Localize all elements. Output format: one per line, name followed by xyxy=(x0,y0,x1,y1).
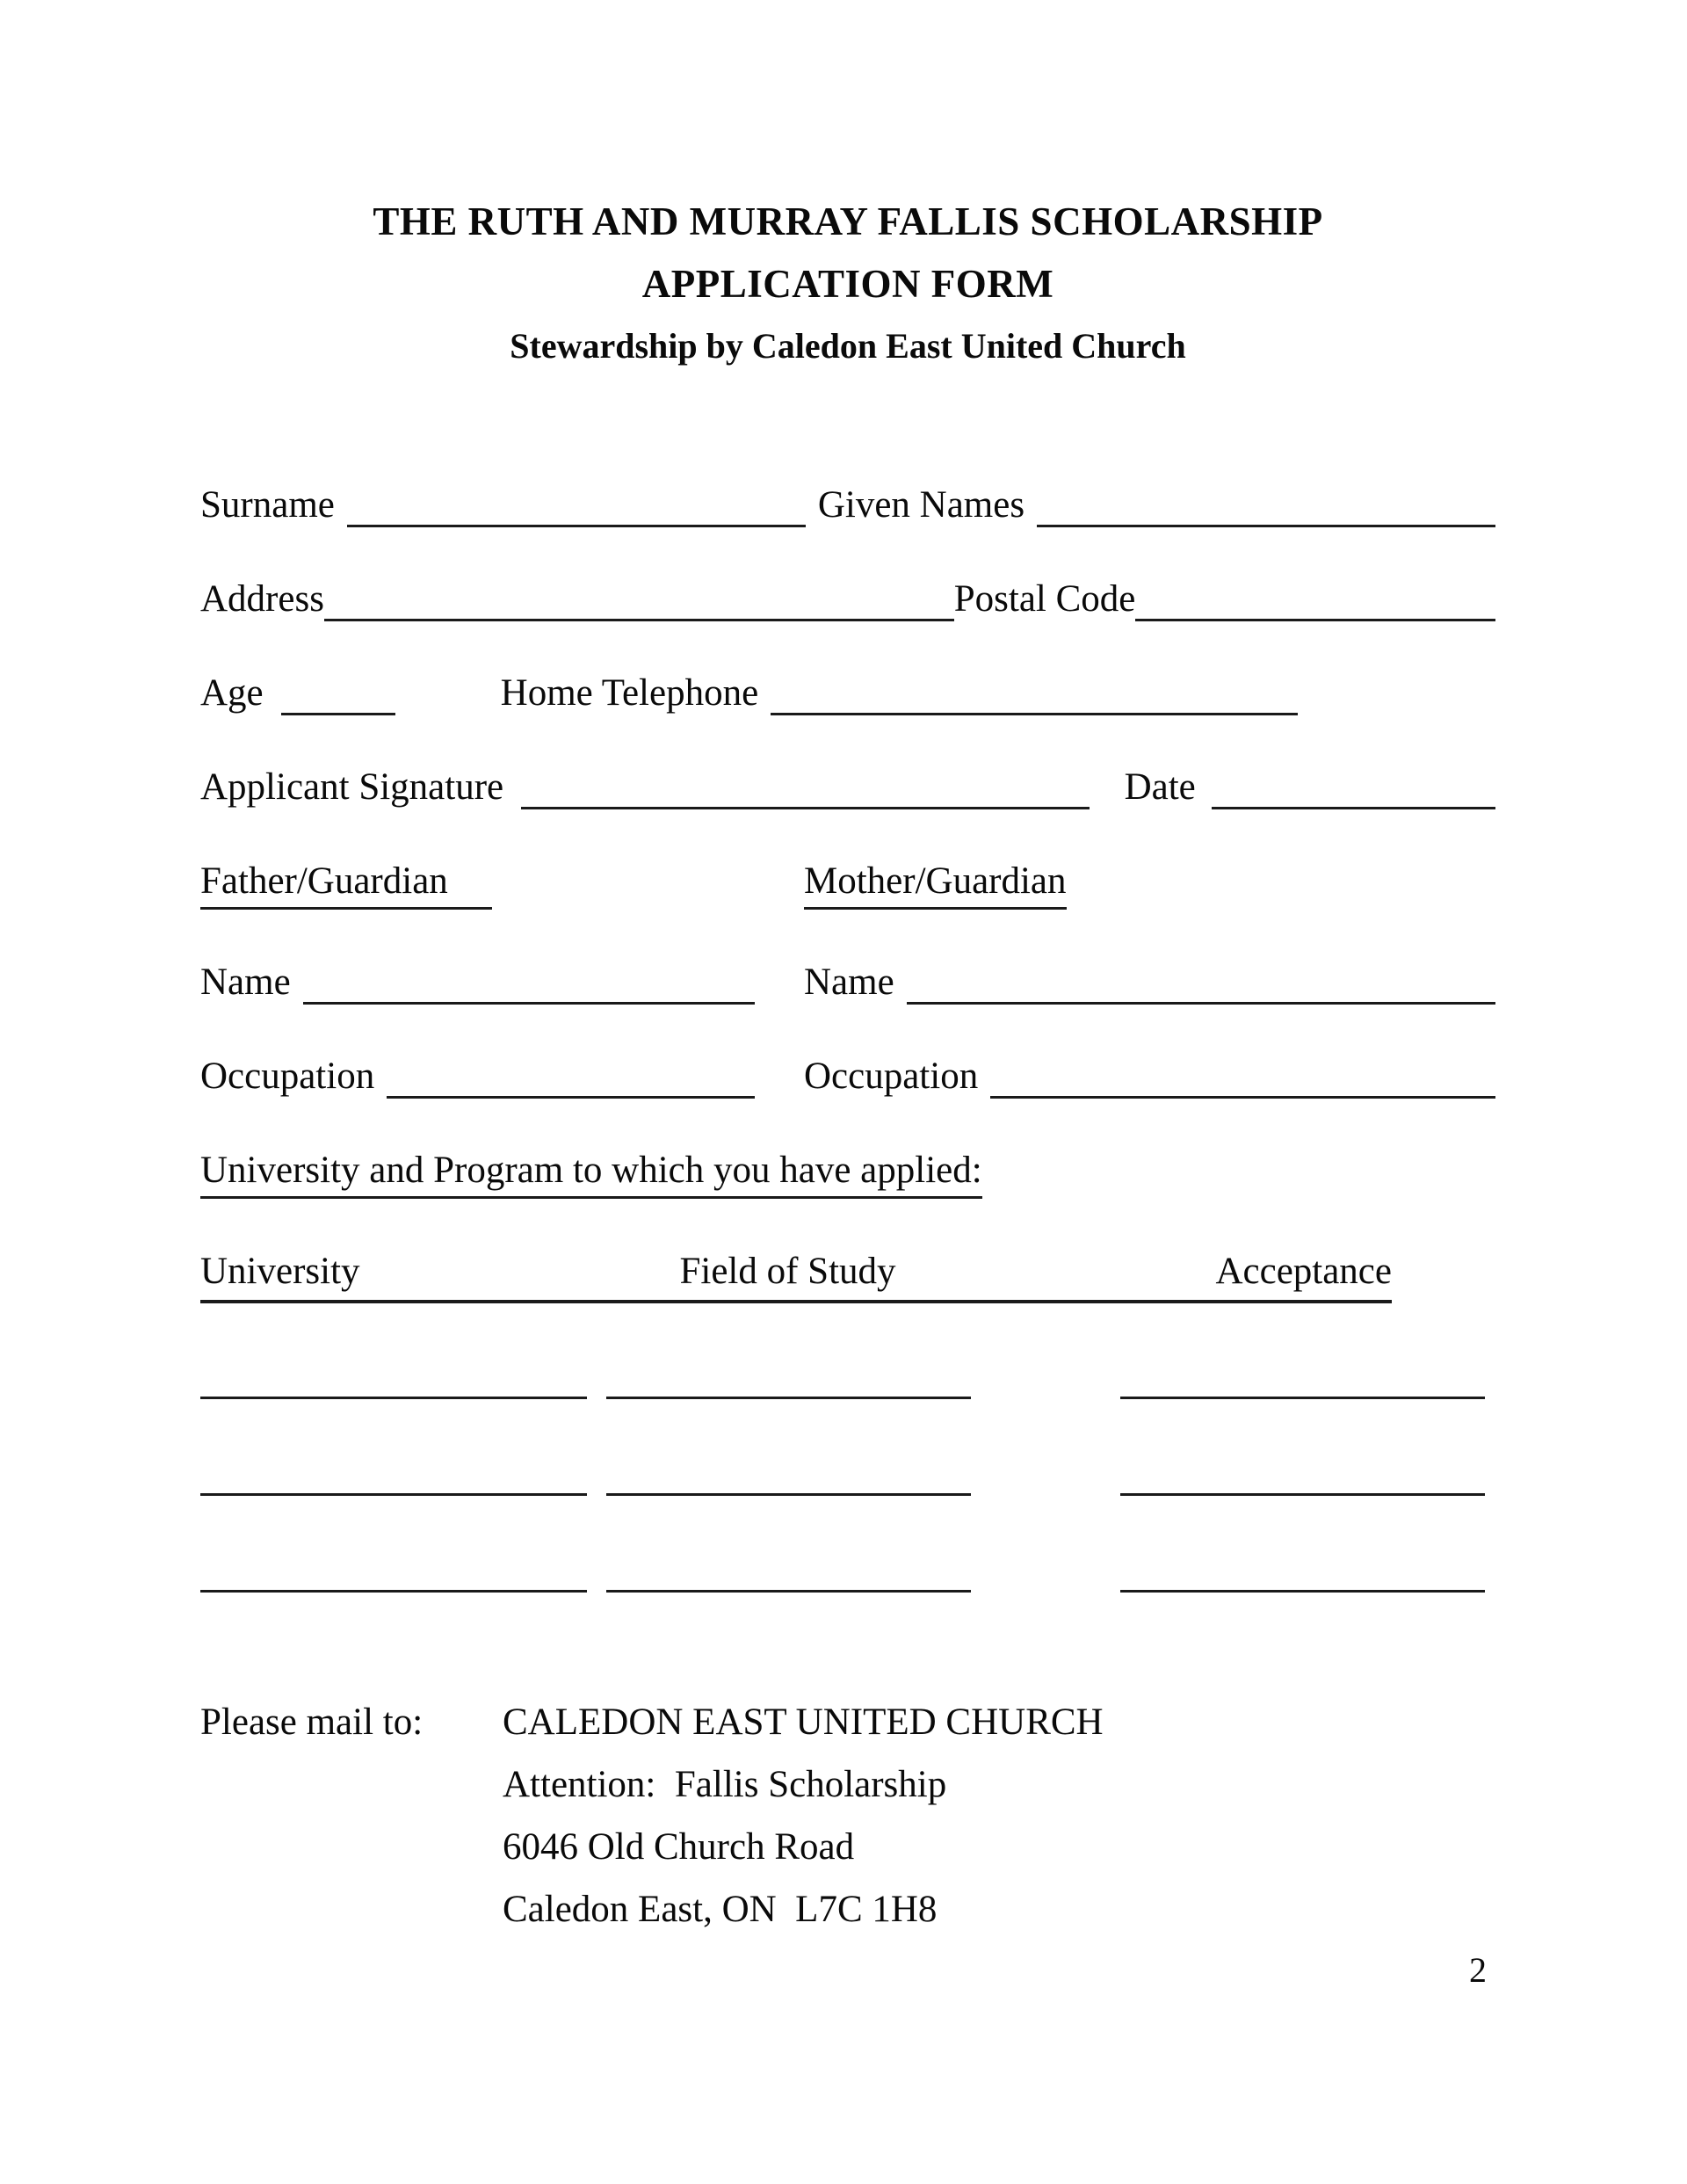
acceptance-fill-line xyxy=(1120,1590,1485,1593)
acceptance-fill-line xyxy=(1120,1397,1485,1399)
page-number: 2 xyxy=(1469,1950,1487,1990)
guardian-occupations-row xyxy=(200,1056,1495,1098)
field-of-study-fill-line xyxy=(606,1590,971,1593)
father-occupation-cell xyxy=(200,1056,804,1098)
mailing-address xyxy=(503,1701,1104,1931)
surname-given-names-row xyxy=(200,484,1495,526)
mother-occupation-label: Occupation xyxy=(804,1056,979,1097)
university-section-heading: University and Program to which you have applied: xyxy=(200,1150,982,1199)
age-label: Age xyxy=(200,672,264,714)
university-entry-row-3 xyxy=(200,1590,1495,1593)
mother-guardian-column xyxy=(804,860,1495,910)
field-of-study-fill-line xyxy=(606,1397,971,1399)
signature-date-row xyxy=(200,766,1495,809)
mother-occupation-fill-line xyxy=(990,1096,1495,1099)
mail-to-label: Please mail to: xyxy=(200,1701,424,1743)
father-guardian-heading: Father/Guardian xyxy=(200,860,492,910)
university-entry-row-2 xyxy=(200,1493,1495,1496)
given-names-fill-line xyxy=(1037,525,1495,527)
date-fill-line xyxy=(1212,807,1495,809)
university-fill-line xyxy=(200,1397,587,1399)
mother-name-cell xyxy=(804,961,1495,1004)
age-telephone-row xyxy=(200,672,1495,715)
guardian-headings-row xyxy=(200,860,1495,910)
date-label: Date xyxy=(1124,766,1196,808)
guardian-names-row xyxy=(200,961,1495,1004)
surname-label: Surname xyxy=(200,484,335,526)
father-guardian-column xyxy=(200,860,804,910)
acceptance-column-header: Acceptance xyxy=(1215,1251,1392,1292)
university-table-header xyxy=(200,1251,1392,1303)
university-column-header: University xyxy=(200,1251,360,1292)
father-name-label: Name xyxy=(200,961,291,1003)
field-of-study-fill-line xyxy=(606,1493,971,1496)
document-header xyxy=(200,0,1495,366)
applicant-signature-label: Applicant Signature xyxy=(200,766,504,808)
address-label: Address xyxy=(200,578,324,620)
home-telephone-fill-line xyxy=(771,713,1298,715)
mailing-address-attention: Attention: Fallis Scholarship xyxy=(503,1764,947,1805)
university-section-heading-row xyxy=(200,1150,1495,1199)
address-postal-code-row xyxy=(200,578,1495,620)
university-entry-row-1 xyxy=(200,1397,1495,1399)
father-occupation-label: Occupation xyxy=(200,1056,375,1097)
page-title-line2: APPLICATION FORM xyxy=(641,262,1054,306)
page-subtitle: Stewardship by Caledon East United Church xyxy=(510,326,1186,366)
age-fill-line xyxy=(281,713,395,715)
postal-code-label: Postal Code xyxy=(953,578,1136,620)
university-fill-line xyxy=(200,1493,587,1496)
applicant-signature-fill-line xyxy=(521,807,1089,809)
father-occupation-fill-line xyxy=(387,1096,755,1099)
mother-guardian-heading: Mother/Guardian xyxy=(804,860,1067,910)
mother-name-label: Name xyxy=(804,961,894,1003)
university-fill-line xyxy=(200,1590,587,1593)
home-telephone-label: Home Telephone xyxy=(500,672,759,714)
page-title-line1: THE RUTH AND MURRAY FALLIS SCHOLARSHIP xyxy=(373,200,1323,243)
postal-code-fill-line xyxy=(1135,619,1495,621)
mother-occupation-cell xyxy=(804,1056,1495,1098)
surname-fill-line xyxy=(347,525,806,527)
address-fill-line xyxy=(324,619,954,621)
father-name-cell xyxy=(200,961,804,1004)
father-name-fill-line xyxy=(303,1002,755,1005)
mailing-instructions xyxy=(200,1701,1495,1931)
mother-name-fill-line xyxy=(907,1002,1495,1005)
mailing-address-city: Caledon East, ON L7C 1H8 xyxy=(503,1889,938,1930)
acceptance-fill-line xyxy=(1120,1493,1485,1496)
mailing-address-recipient: CALEDON EAST UNITED CHURCH xyxy=(503,1701,1104,1743)
given-names-label: Given Names xyxy=(817,484,1025,526)
mailing-address-street: 6046 Old Church Road xyxy=(503,1826,855,1868)
field-of-study-column-header: Field of Study xyxy=(679,1251,896,1292)
